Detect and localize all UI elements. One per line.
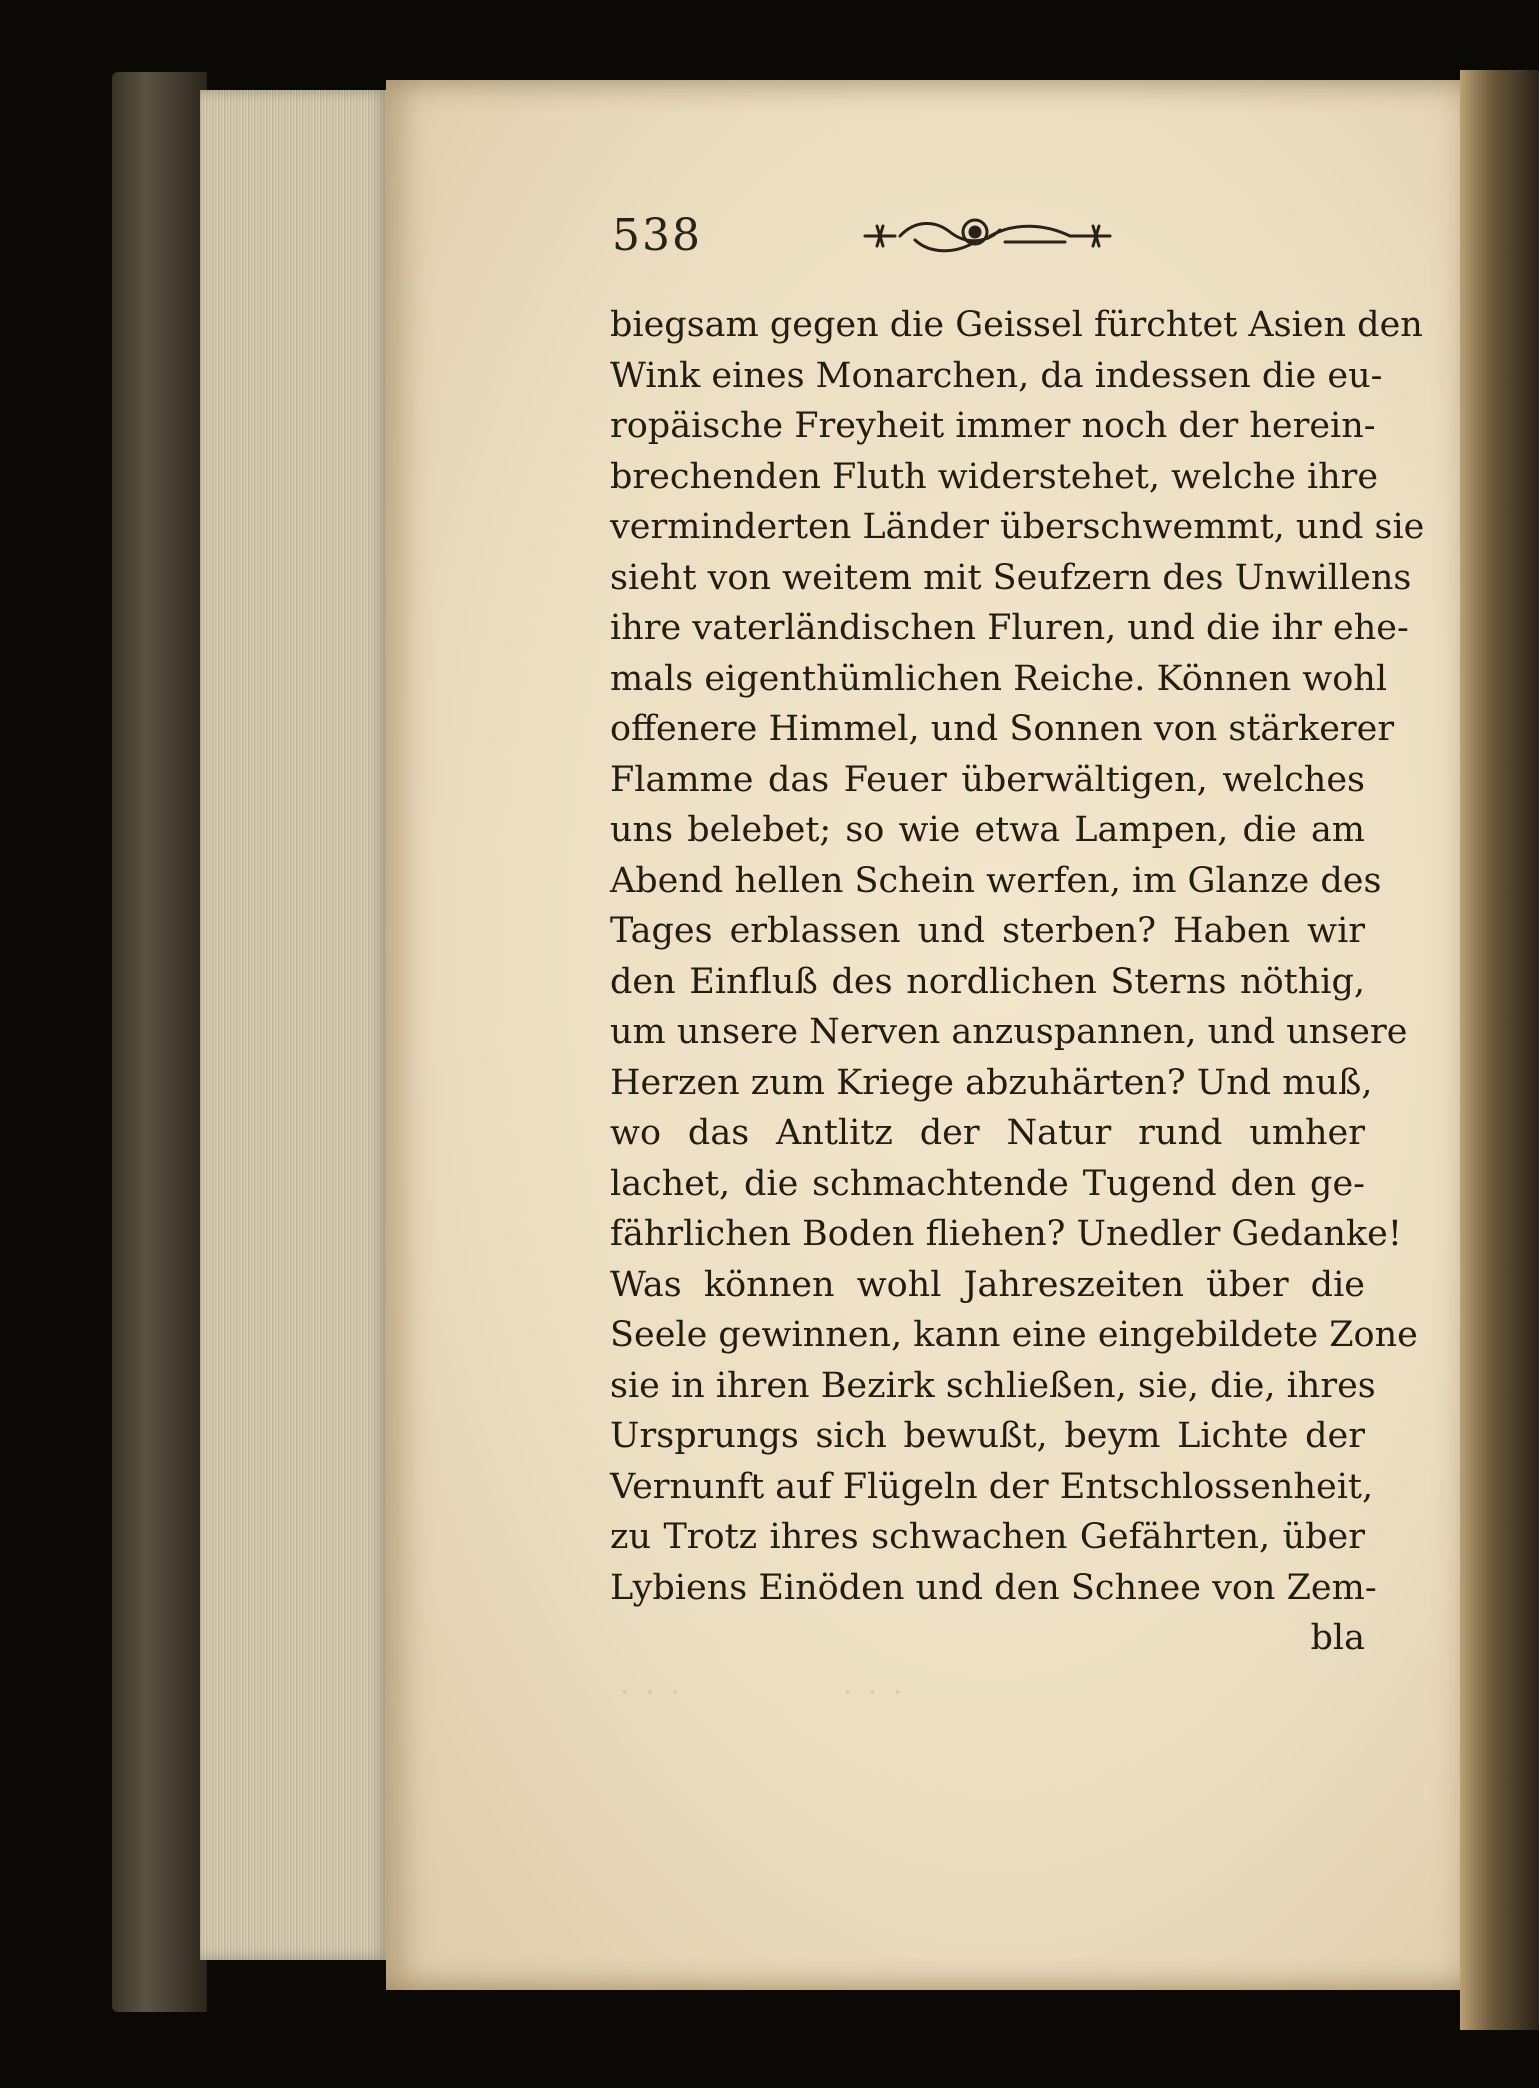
text-line: offenere Himmel, und Sonnen von stärkerer [610,709,1395,749]
text-line: Tages erblassen und sterben? Haben wir [610,911,1365,951]
body-text [610,300,1425,1664]
text-line: uns belebet; so wie etwa Lampen, die am [610,810,1365,850]
catchword: bla [1310,1618,1365,1658]
text-line: Was können wohl Jahreszeiten über die [610,1264,1365,1305]
text-line: Wink eines Monarchen, da indessen die eu- [610,355,1383,396]
text-line: fährlichen Boden fliehen? Unedler Gedanke! [610,1214,1402,1254]
text-line: Vernunft auf Flügeln der Entschlossenheit, [610,1466,1374,1507]
bleed-through-text: · · · · · · [620,1675,906,1710]
text-line: wo das Antlitz der Natur rund umher [610,1113,1365,1153]
text-line: ropäische Freyheit immer noch der herein- [610,406,1376,446]
text-line: den Einfluß des nordlichen Sterns nöthig, [610,961,1365,1002]
text-line: Ursprungs sich bewußt, beym Lichte der [610,1416,1365,1456]
text-line: lachet, die schmachtende Tugend den ge- [610,1163,1365,1204]
text-line: mals eigenthümlichen Reiche. Können wohl [610,658,1388,699]
text-line: verminderten Länder überschwemmt, und sie [610,507,1425,547]
text-line: Seele gewinnen, kann eine eingebildete Zone [610,1315,1418,1355]
floral-ornament-icon [855,210,1125,262]
text-line: zu Trotz ihres schwachen Gefährten, über [610,1517,1365,1557]
text-line: Lybiens Einöden und den Schnee von Zem- [610,1567,1377,1608]
text-line: ihre vaterländischen Fluren, und die ihr ehe- [610,608,1409,648]
facing-page-edge [1460,70,1539,2030]
text-line: Flamme das Feuer überwältigen, welches [610,759,1365,800]
text-line: Herzen zum Kriege abzuhärten? Und muß, [610,1062,1373,1103]
text-line: sieht von weitem mit Seufzern des Unwillens [610,557,1412,598]
page-number: 538 [612,210,702,261]
text-line: brechenden Fluth widerstehet, welche ihre [610,456,1379,497]
text-line: Abend hellen Schein werfen, im Glanze des [610,860,1382,901]
text-line: sie in ihren Bezirk schließen, sie, die, ihres [610,1365,1376,1406]
page-edges [200,90,390,1960]
text-line: biegsam gegen die Geissel fürchtet Asien den [610,305,1423,345]
book-cover-edge [112,72,207,2012]
text-line: um unsere Nerven anzuspannen, und unsere [610,1012,1408,1052]
